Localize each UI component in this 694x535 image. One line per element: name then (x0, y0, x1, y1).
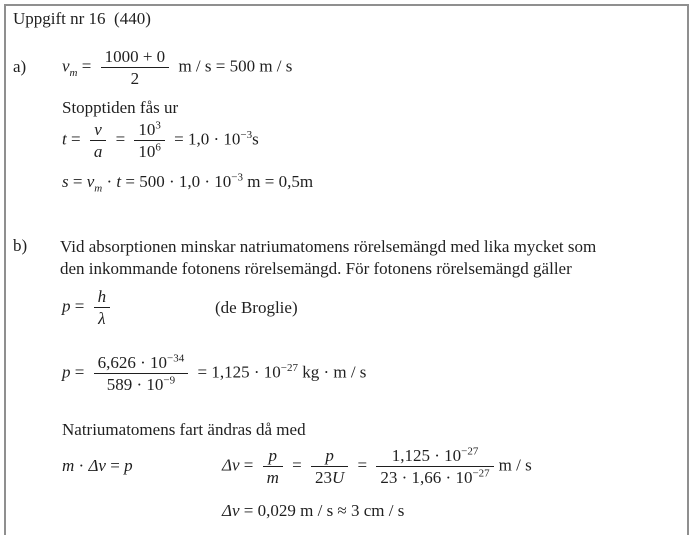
math-equals: = (74, 362, 85, 382)
math-base: 23 (315, 468, 332, 488)
fraction-numerator (134, 119, 165, 140)
paragraph-line-2: den inkommande fotonens rörelsemängd. För fotonens rörelsemängd gäller (60, 259, 572, 278)
math-unit: kg · m / s (302, 362, 367, 382)
fraction-denominator: λ (94, 307, 111, 329)
fraction-p-23u (311, 445, 348, 489)
math-sub-m: m (94, 182, 103, 195)
fraction-numerator: 1000 + 0 (104, 47, 166, 66)
math-base: 589 · 10 (106, 375, 164, 395)
formula-vm-row (13, 46, 292, 90)
page-title: Uppgift nr 16 (440) (13, 9, 151, 28)
math-var-v: v (62, 56, 70, 76)
math-equals: = (357, 455, 368, 475)
fraction-numerator (94, 352, 189, 373)
fraction-denominator: 2 (101, 67, 170, 89)
math-result: m = 0,5m (247, 172, 314, 191)
math-dot-operator: · (78, 455, 85, 475)
math-base: 1,125 · 10 (391, 446, 462, 465)
math-exponent: −3 (231, 171, 244, 184)
formula-s-row (62, 171, 314, 195)
math-equals: = (243, 455, 254, 475)
math-exponent: −27 (280, 362, 298, 374)
math-equals: = (292, 455, 302, 475)
formula-p-numeric-row (62, 352, 366, 396)
fraction-vm (101, 46, 170, 90)
math-var-u: U (332, 468, 345, 488)
math-exponent: −3 (240, 129, 253, 141)
fraction-v-a (90, 119, 107, 163)
fraction-numerator (376, 445, 493, 466)
fraction-dv-numeric (376, 445, 493, 489)
de-broglie-note: (de Broglie) (215, 297, 298, 317)
fraction-h-lambda (94, 286, 111, 330)
paragraph-line-1: Vid absorptionen minskar natriumatomens rörelsemängd med lika mycket som (60, 237, 597, 256)
math-var-dv: Δv (222, 501, 240, 520)
part-b-paragraph (60, 236, 655, 280)
math-var-t: t (62, 129, 67, 149)
fraction-p-numeric (94, 352, 189, 396)
math-result: = 1,0 · 10 (174, 129, 241, 149)
fraction-numerator: p (268, 446, 278, 465)
math-var-v: v (86, 172, 95, 191)
formula-t-row (62, 119, 259, 163)
math-var-p: p (62, 362, 71, 382)
fart-text: Natriumatomens fart ändras då med (62, 420, 306, 439)
math-equals: = (110, 455, 120, 475)
math-var-m: m (62, 455, 75, 475)
formula-broglie-row (62, 286, 298, 330)
math-exponent: 6 (155, 141, 161, 154)
fraction-p-m (263, 445, 283, 489)
math-equals: = (115, 129, 126, 149)
part-b-label: b) (13, 236, 28, 255)
math-equals: = (70, 129, 81, 149)
math-var-t: t (116, 172, 122, 191)
math-var-s: s (62, 172, 69, 191)
formula-dv-row (62, 445, 532, 489)
part-a-label: a) (13, 56, 27, 76)
math-equals: = (74, 296, 85, 316)
math-unit: m / s (498, 455, 532, 475)
math-var-p: p (62, 296, 71, 316)
math-dot-operator: · (106, 172, 113, 191)
math-exponent: 3 (155, 119, 161, 132)
math-equals: = (81, 56, 92, 76)
math-var-p: p (124, 455, 133, 475)
fraction-denominator (94, 373, 189, 395)
math-base: 10 (138, 120, 156, 139)
math-var-dv: Δv (222, 455, 240, 475)
math-result: = 0,029 m / s ≈ 3 cm / s (243, 501, 405, 520)
math-result: m / s = 500 m / s (178, 56, 293, 76)
fraction-numerator: v (94, 120, 102, 139)
fraction-denominator (134, 140, 165, 162)
math-exponent: −27 (472, 467, 490, 480)
math-result: = 1,125 · 10 (197, 362, 281, 382)
math-base: 6,626 · 10 (97, 353, 168, 372)
math-base: 10 (138, 142, 156, 162)
fraction-denominator: m (263, 466, 283, 488)
math-var-dv: Δv (88, 455, 106, 475)
math-exponent: −27 (461, 445, 479, 458)
math-sub-m: m (69, 67, 78, 80)
fraction-powers (134, 119, 165, 163)
fraction-denominator (376, 466, 493, 488)
fraction-denominator (311, 466, 348, 488)
stopptiden-text: Stopptiden fås ur (62, 98, 179, 117)
formula-momentum (62, 456, 222, 476)
math-base: 23 · 1,66 · 10 (380, 468, 473, 488)
math-exponent: −34 (167, 352, 185, 365)
fraction-numerator: h (97, 287, 107, 306)
math-equals: = (72, 172, 83, 191)
math-exponent: −9 (163, 374, 176, 387)
fraction-denominator: a (90, 140, 107, 162)
part-b-row (13, 236, 655, 280)
math-unit: s (252, 129, 259, 149)
fraction-numerator: p (325, 446, 334, 465)
formula-result-row (222, 501, 404, 521)
math-expression: = 500 · 1,0 · 10 (125, 172, 232, 191)
